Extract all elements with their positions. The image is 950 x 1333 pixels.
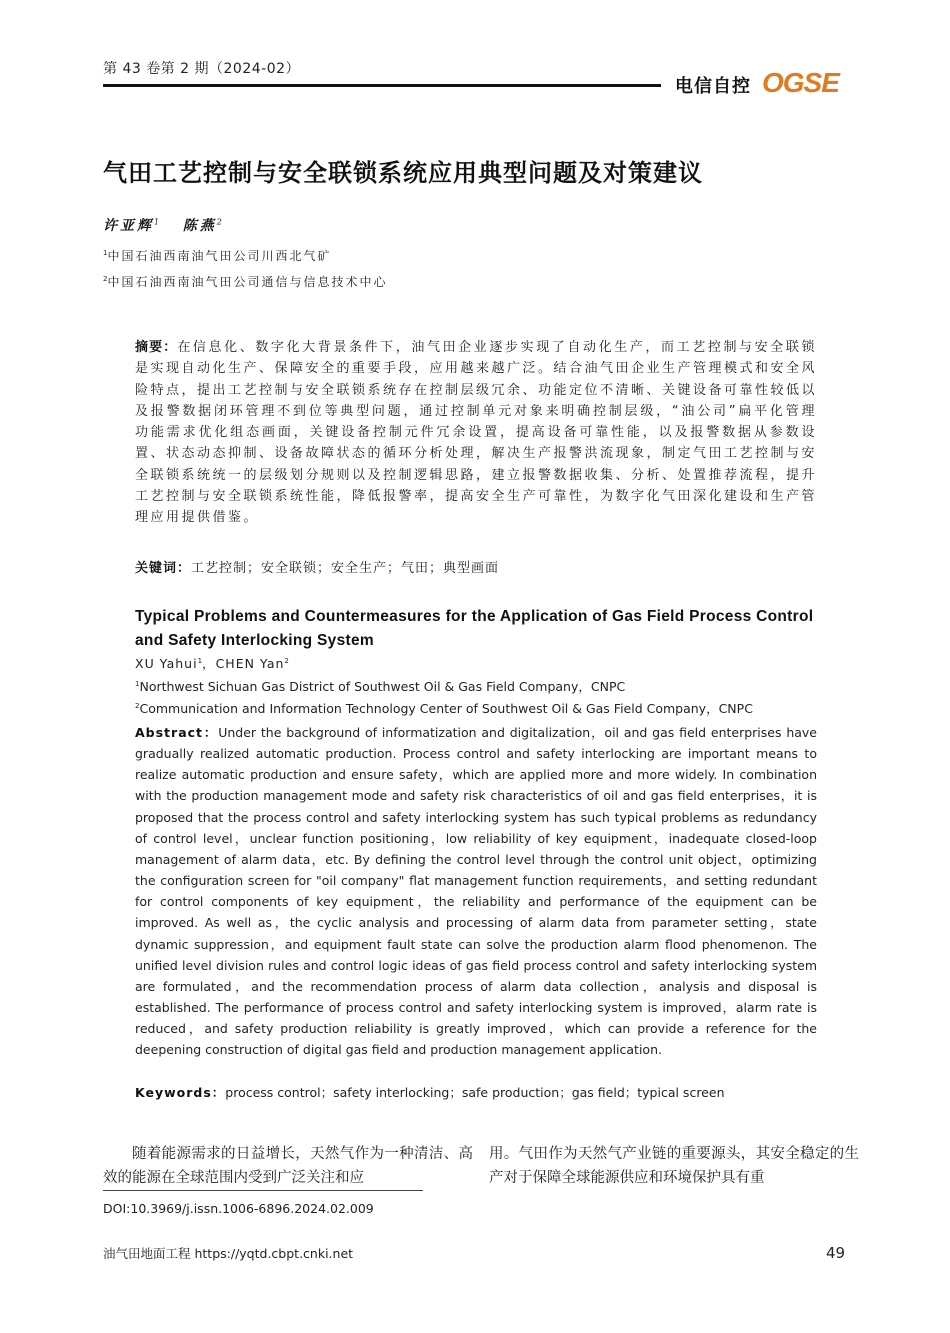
svg-text:OGSE: OGSE (762, 67, 839, 97)
abstract-en-label: Abstract： (135, 725, 219, 740)
author-name: 陈燕 (182, 218, 217, 234)
journal-logo (762, 67, 848, 101)
author-sup: 2 (216, 217, 222, 227)
english-affiliation-1: $^1$Northwest Sichuan Gas District of Southwest Oil & Gas Field Company，CNPC (135, 679, 626, 694)
page-number: 49 (826, 1244, 846, 1262)
english-title: Typical Problems and Countermeasures for the Application of Gas Field Process Control and Safety Interlocking System (135, 608, 814, 649)
abstract-zh-text: 在信息化、数字化大背景条件下，油气田企业逐步实现了自动化生产，而工艺控制与安全联锁是实现自动化生产、保障安全的重要手段，应用越来越广泛。结合油气田企业生产管理模式和安全风险特点，提出工艺控制与安全联锁系统存在控制层级冗余、功能定位不清晰、关键设备可靠性较低以及报警数据闭环管理不到位等典型问题，通过控制单元对象来明确控制层级，“油公司”扁平化管理功能需求优化组态画面，关键设备控制元件冗余设置，提高设备可靠性能，以及报警数据从参数设置、状态动态抑制、设备故障状态的循环分析处理，解决生产报警洪流现象，制定气田工艺控制与安全联锁系统统一的层级划分规则以及控制逻辑思路，建立报警数据收集、分析、处置推荐流程，提升工艺控制与安全联锁系统性能，降低报警率，提高安全生产可靠性，为数字化气田深化建设和生产管理应用提供借鉴。 (135, 340, 818, 526)
abstract-zh-label: 摘要： (135, 340, 178, 355)
author-list (103, 215, 222, 235)
keywords-zh-label: 关键词： (135, 561, 192, 576)
affiliation-1: $^1$中国石油西南油气田公司川西北气矿 (103, 249, 332, 263)
author-sup: 1 (154, 217, 160, 227)
keywords-en-text: process control；safety interlocking；safe production；gas field；typical screen (225, 1085, 725, 1100)
abstract-en-text: Under the background of informatization and digitalization，oil and gas field enterprises have gradually realized automatic production. Process control and safety interlocking are important means to realize automatic production and ensure safety，which are applied more and more widely. In combination with the production management mode and safety risk characteristics of oil and gas field enterprises，it is proposed that the process control and safety interlocking system has such typical problems as redundancy of control level，unclear function positioning，low reliability of key equipment，inadequate closed-loop management of alarm data，etc. By defining the control level through the control unit object，optimizing the configuration screen for "oil company" flat management function requirements，and setting redundant for control components of key equipment，the reliability and performance of the equipment can be improved. As well as，the cyclic analysis and processing of alarm data from parameter setting，state dynamic suppression，and equipment fault state can solve the production alarm flood phenomenon. The unified level division rules and control logic ideas of gas field process control and safety interlocking system are formulated，and the recommendation process of alarm data collection，analysis and disposal is established. The performance of process control and safety interlocking system is improved，alarm rate is reduced，and safety production reliability is greatly improved，which can provide a reference for the deepening construction of digital gas field and production management application. (135, 725, 817, 1058)
author-name: 许亚辉 (103, 218, 154, 234)
header-rule (103, 84, 661, 87)
issue-info: 第 43 卷第 2 期（2024-02） (103, 61, 301, 77)
keywords-zh-text: 工艺控制；安全联锁；安全生产；气田；典型画面 (191, 561, 500, 576)
paper-title: 气田工艺控制与安全联锁系统应用典型问题及对策建议 (103, 158, 703, 187)
keywords-zh (135, 557, 499, 576)
keywords-en-label: Keywords： (135, 1085, 226, 1100)
column-label: 电信自控 (675, 76, 751, 97)
abstract-en (135, 722, 817, 1061)
english-authors: XU Yahui$^1$，CHEN Yan$^2$ (135, 656, 289, 671)
journal-footer: 油气田地面工程 https://yqtd.cbpt.cnki.net (103, 1246, 354, 1261)
keywords-en (135, 1083, 725, 1101)
abstract-zh (135, 337, 817, 529)
english-affiliation-2: $^2$Communication and Information Technology Center of Southwest Oil & Gas Field Company，CNPC (135, 701, 753, 716)
footnote-rule (103, 1190, 423, 1191)
affiliation-2: $^2$中国石油西南油气田公司通信与信息技术中心 (103, 275, 388, 289)
body-column-right: 用。气田作为天然气产业链的重要源头，其安全稳定的生产对于保障全球能源供应和环境保护具有重 (489, 1146, 859, 1186)
body-column-left: 随着能源需求的日益增长，天然气作为一种清洁、高效的能源在全球范围内受到广泛关注和应 (103, 1146, 473, 1186)
ogse-logo-icon (762, 67, 848, 97)
doi: DOI:10.3969/j.issn.1006-6896.2024.02.009 (103, 1201, 374, 1216)
